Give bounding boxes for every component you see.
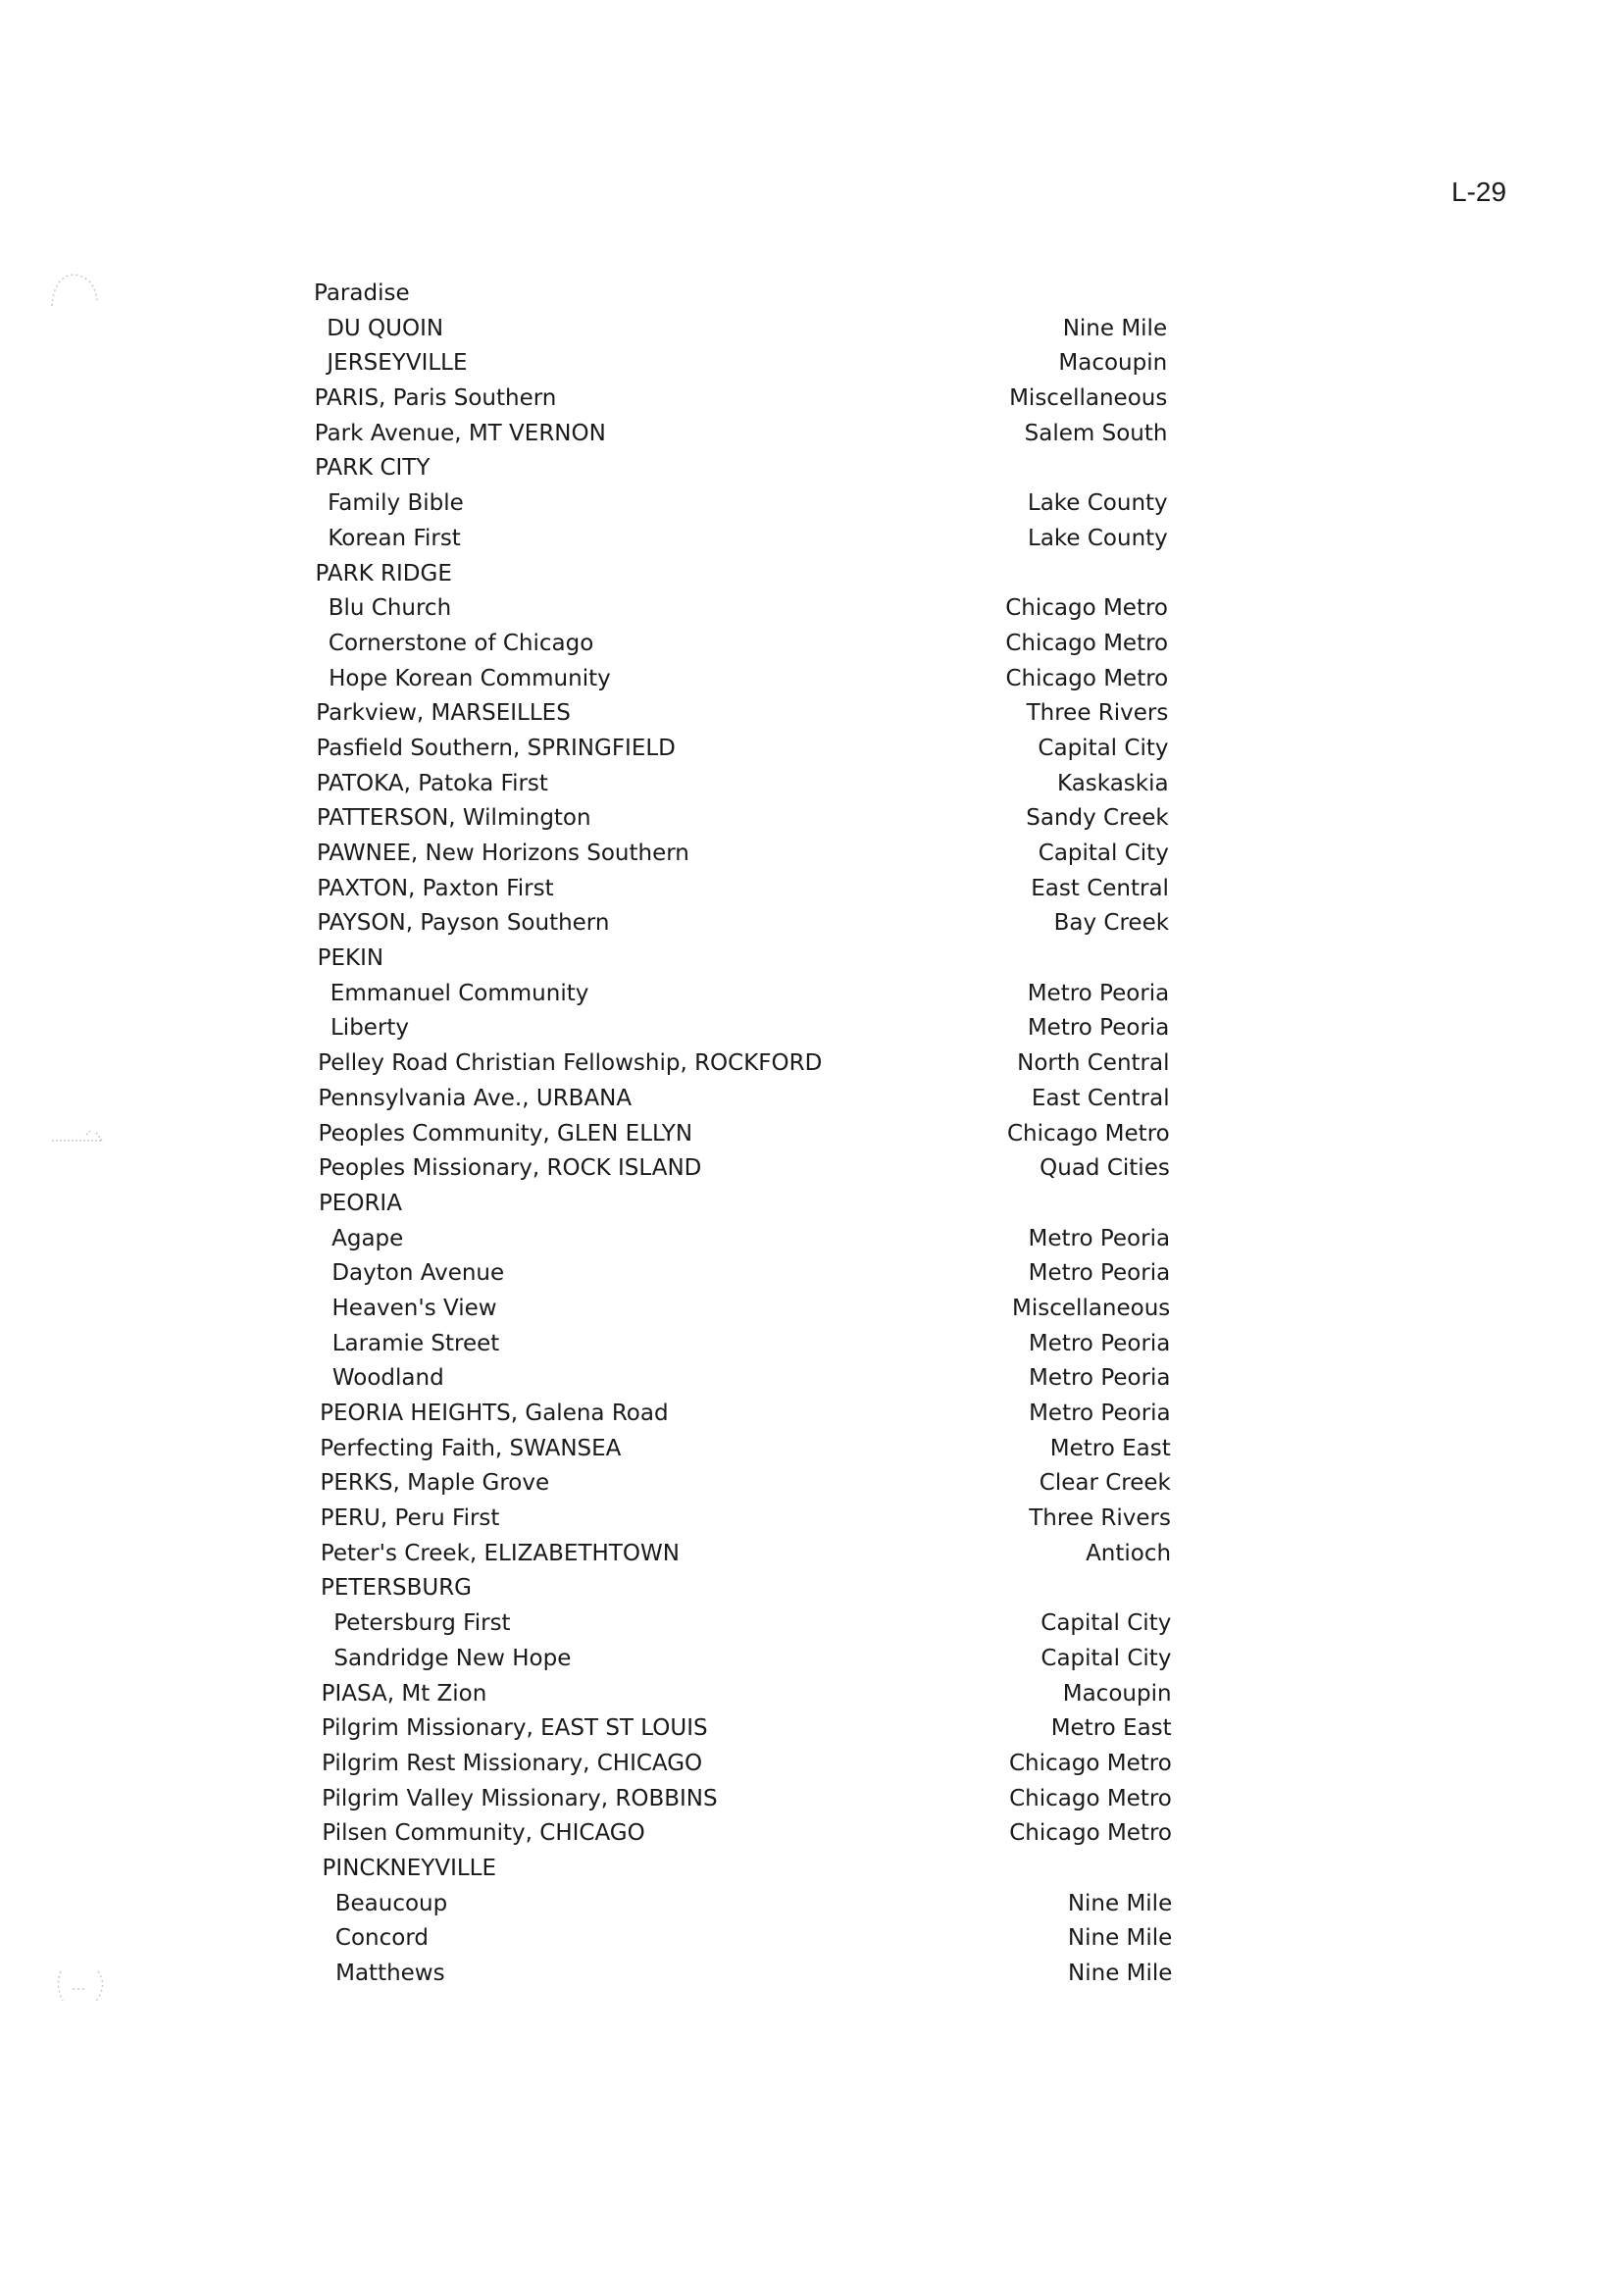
entry-name: Agape xyxy=(331,1225,404,1251)
list-item xyxy=(0,591,1624,627)
list-item xyxy=(0,1852,1624,1887)
list-item xyxy=(0,522,1624,557)
entry-association: Macoupin xyxy=(1062,1680,1172,1707)
entry-name: Pennsylvania Ave., URBANA xyxy=(318,1085,633,1111)
entry-association: Lake County xyxy=(1027,490,1168,517)
entry-association: Sandy Creek xyxy=(1026,805,1169,832)
entry-name: Heaven's View xyxy=(331,1295,497,1321)
entry-name: PATOKA, Patoka First xyxy=(316,770,548,796)
entry-name: Sandridge New Hope xyxy=(333,1645,572,1671)
entry-name: PIASA, Mt Zion xyxy=(321,1680,487,1707)
entry-association: North Central xyxy=(1017,1050,1170,1077)
list-item xyxy=(0,732,1624,767)
entry-name: Cornerstone of Chicago xyxy=(328,630,594,656)
list-item xyxy=(0,1957,1624,1992)
list-item xyxy=(0,662,1624,697)
entry-association: Nine Mile xyxy=(1067,1890,1173,1916)
entry-name: Peter's Creek, ELIZABETHTOWN xyxy=(320,1540,680,1566)
list-item xyxy=(0,1082,1624,1117)
list-item xyxy=(0,942,1624,977)
entry-association: Three Rivers xyxy=(1029,1505,1171,1532)
entry-association: Macoupin xyxy=(1058,350,1168,377)
entry-name: PAWNEE, New Horizons Southern xyxy=(317,841,689,866)
list-item xyxy=(0,1502,1624,1537)
list-item xyxy=(0,1816,1624,1852)
list-item xyxy=(0,1187,1624,1222)
list-item xyxy=(0,346,1624,382)
entry-association: East Central xyxy=(1031,1085,1170,1111)
entry-association: Salem South xyxy=(1024,420,1168,446)
entry-name: Pilsen Community, CHICAGO xyxy=(322,1820,645,1847)
list-item xyxy=(0,557,1624,592)
list-item xyxy=(0,277,1624,312)
entry-name: Peoples Missionary, ROCK ISLAND xyxy=(318,1155,702,1182)
list-item xyxy=(0,382,1624,417)
entry-name: PAXTON, Paxton First xyxy=(317,875,554,901)
entry-association: Metro East xyxy=(1049,1435,1171,1461)
list-item xyxy=(0,1642,1624,1677)
list-item xyxy=(0,977,1624,1012)
entry-name: Hope Korean Community xyxy=(329,665,611,691)
list-item xyxy=(0,1222,1624,1257)
entry-association: Three Rivers xyxy=(1026,700,1169,727)
entry-name: PAYSON, Payson Southern xyxy=(317,910,610,937)
entry-association: Antioch xyxy=(1086,1540,1172,1566)
entry-name: Parkview, MARSEILLES xyxy=(316,700,571,727)
entry-association: Metro East xyxy=(1050,1715,1172,1742)
entry-name: Woodland xyxy=(331,1365,444,1392)
entry-name: Laramie Street xyxy=(331,1330,500,1356)
directory-list xyxy=(0,277,1624,1992)
entry-association: Kaskaskia xyxy=(1057,770,1169,796)
entry-name: Dayton Avenue xyxy=(331,1260,505,1287)
entry-association: Quad Cities xyxy=(1040,1155,1170,1182)
entry-name: Pasfield Southern, SPRINGFIELD xyxy=(316,735,676,761)
entry-association: Nine Mile xyxy=(1062,315,1168,341)
entry-association: Metro Peoria xyxy=(1027,980,1170,1006)
entry-association: Metro Peoria xyxy=(1028,1225,1171,1251)
list-item xyxy=(0,906,1624,942)
list-item xyxy=(0,1887,1624,1922)
list-item xyxy=(0,872,1624,907)
entry-name: Korean First xyxy=(328,525,461,551)
entry-name: PERU, Peru First xyxy=(320,1505,500,1532)
entry-name: Petersburg First xyxy=(333,1610,511,1637)
list-item xyxy=(0,1046,1624,1082)
list-item xyxy=(0,1747,1624,1782)
list-item xyxy=(0,1256,1624,1292)
entry-name: Concord xyxy=(334,1925,429,1952)
list-item xyxy=(0,451,1624,486)
list-item xyxy=(0,1361,1624,1397)
entry-association: Metro Peoria xyxy=(1028,1330,1171,1356)
entry-name: Pilgrim Valley Missionary, ROBBINS xyxy=(322,1785,718,1811)
list-item xyxy=(0,1117,1624,1152)
entry-name: PATTERSON, Wilmington xyxy=(316,805,591,832)
list-item xyxy=(0,486,1624,522)
entry-name: PARK CITY xyxy=(314,455,431,482)
list-item xyxy=(0,801,1624,837)
entry-association: Lake County xyxy=(1028,525,1168,551)
entry-association: Nine Mile xyxy=(1068,1961,1173,1986)
list-item xyxy=(0,1466,1624,1502)
entry-name: Pelley Road Christian Fellowship, ROCKFORD xyxy=(318,1050,823,1077)
entry-name: Blu Church xyxy=(328,595,452,622)
list-item xyxy=(0,627,1624,662)
entry-association: Capital City xyxy=(1038,735,1169,761)
entry-association: Capital City xyxy=(1040,1645,1172,1671)
entry-association: Nine Mile xyxy=(1067,1925,1173,1952)
list-item xyxy=(0,1677,1624,1712)
entry-association: Chicago Metro xyxy=(1009,1820,1173,1847)
entry-name: JERSEYVILLE xyxy=(327,350,468,377)
entry-name: Family Bible xyxy=(328,490,464,517)
entry-association: Chicago Metro xyxy=(1006,1120,1170,1147)
list-item xyxy=(0,1011,1624,1046)
entry-name: PARK RIDGE xyxy=(315,560,452,586)
entry-name: Peoples Community, GLEN ELLYN xyxy=(318,1120,693,1147)
entry-name: Liberty xyxy=(330,1015,410,1042)
entry-association: Miscellaneous xyxy=(1012,1295,1171,1321)
entry-name: Perfecting Faith, SWANSEA xyxy=(320,1435,622,1461)
list-item xyxy=(0,1711,1624,1747)
list-item xyxy=(0,696,1624,732)
entry-name: PEORIA HEIGHTS, Galena Road xyxy=(320,1401,669,1426)
list-item xyxy=(0,1782,1624,1817)
entry-name: Beaucoup xyxy=(334,1890,448,1916)
list-item xyxy=(0,767,1624,802)
entry-association: Bay Creek xyxy=(1053,910,1170,937)
entry-name: PEKIN xyxy=(317,945,384,972)
entry-association: Capital City xyxy=(1040,1610,1172,1637)
entry-association: Chicago Metro xyxy=(1009,1785,1172,1811)
list-item xyxy=(0,1921,1624,1957)
entry-name: Matthews xyxy=(335,1961,445,1986)
list-item xyxy=(0,1571,1624,1606)
list-item xyxy=(0,837,1624,872)
entry-name: PERKS, Maple Grove xyxy=(320,1470,550,1497)
entry-name: Pilgrim Rest Missionary, CHICAGO xyxy=(321,1750,703,1776)
entry-name: PETERSBURG xyxy=(321,1575,472,1602)
entry-name: PINCKNEYVILLE xyxy=(322,1855,497,1881)
entry-name: PEORIA xyxy=(318,1190,402,1216)
entry-name: PARIS, Paris Southern xyxy=(314,385,557,412)
entry-association: Metro Peoria xyxy=(1028,1260,1171,1287)
entry-name: DU QUOIN xyxy=(327,315,444,341)
entry-association: Chicago Metro xyxy=(1005,665,1169,691)
entry-association: Clear Creek xyxy=(1039,1470,1171,1497)
entry-association: East Central xyxy=(1031,875,1169,901)
entry-name: Paradise xyxy=(314,280,410,306)
list-item xyxy=(0,417,1624,452)
list-item xyxy=(0,1397,1624,1432)
entry-association: Chicago Metro xyxy=(1008,1750,1172,1776)
page-number: L-29 xyxy=(1451,177,1507,207)
entry-association: Chicago Metro xyxy=(1005,630,1169,656)
entry-association: Metro Peoria xyxy=(1027,1015,1170,1042)
entry-name: Pilgrim Missionary, EAST ST LOUIS xyxy=(321,1715,708,1742)
list-item xyxy=(0,1537,1624,1572)
entry-association: Chicago Metro xyxy=(1005,595,1169,622)
list-item xyxy=(0,1432,1624,1467)
entry-association: Metro Peoria xyxy=(1028,1365,1171,1392)
list-item xyxy=(0,312,1624,347)
entry-name: Emmanuel Community xyxy=(330,980,589,1006)
list-item xyxy=(0,1606,1624,1642)
entry-name: Park Avenue, MT VERNON xyxy=(314,420,606,446)
list-item xyxy=(0,1327,1624,1362)
entry-association: Capital City xyxy=(1038,841,1169,866)
entry-association: Metro Peoria xyxy=(1029,1401,1171,1426)
entry-association: Miscellaneous xyxy=(1009,385,1168,412)
list-item xyxy=(0,1292,1624,1327)
list-item xyxy=(0,1151,1624,1187)
